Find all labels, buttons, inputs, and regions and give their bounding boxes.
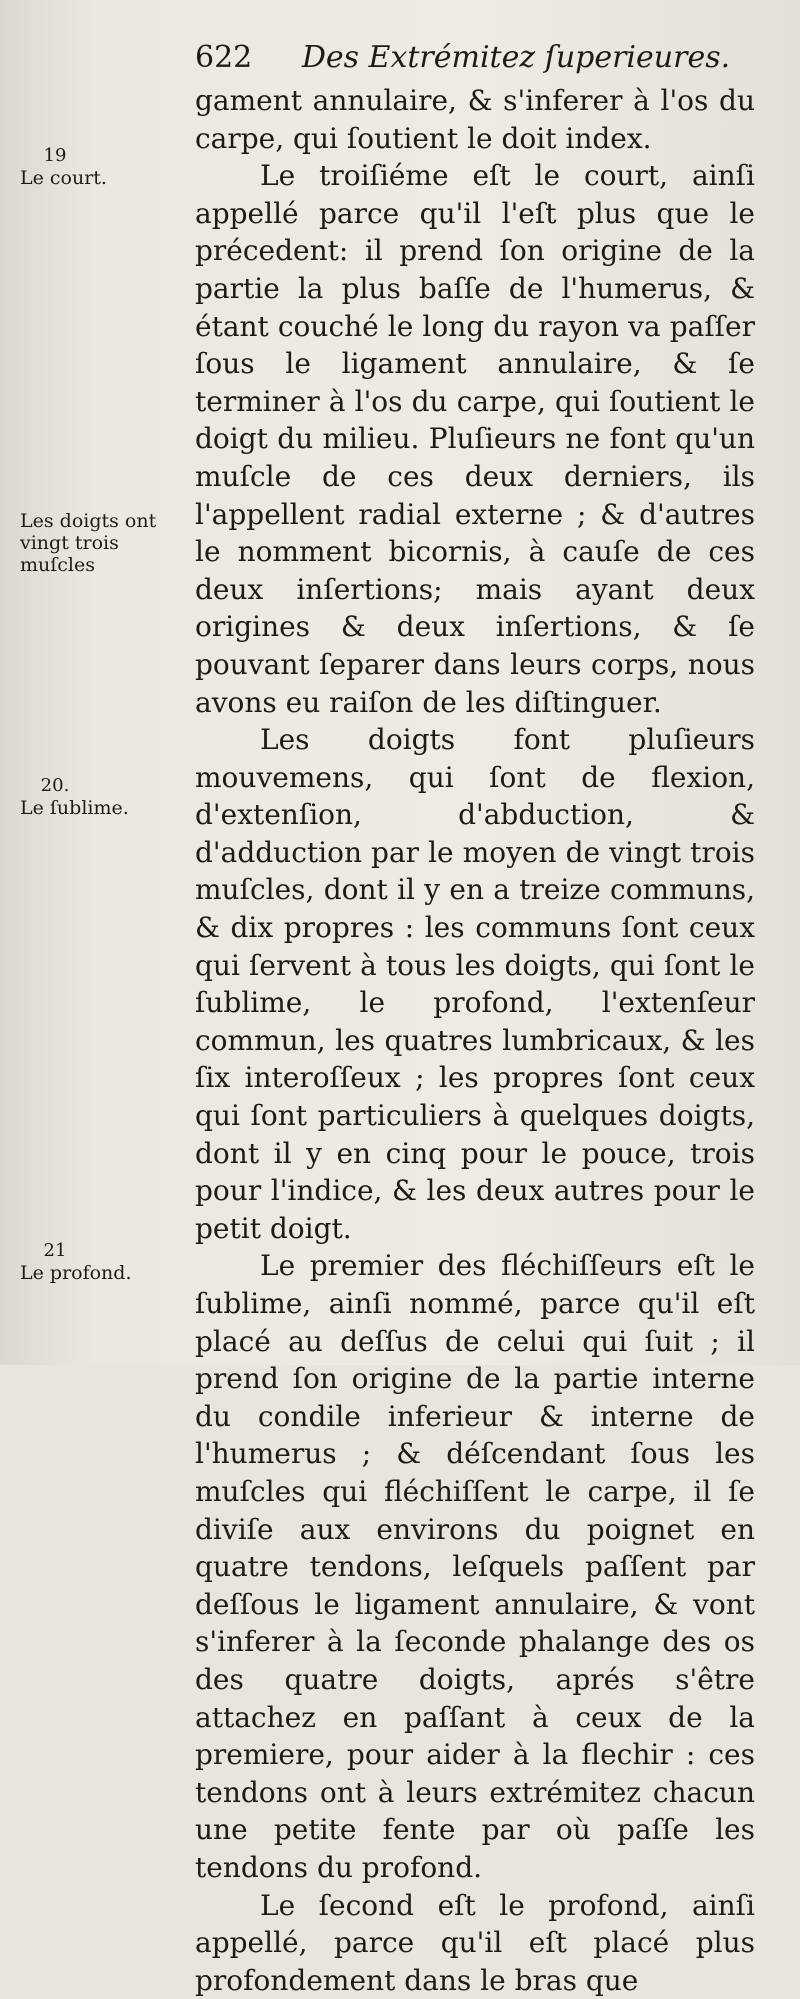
paragraph: Le troiſiéme eſt le court, ainſi appellé parce qu'il l'eſt plus que le précedent: il prend ſon origine de la partie la plus baſſe de l'humerus, & étant couché le long du rayon va paſſer ſous le ligament annulaire, & ſe terminer à l'os du carpe, qui ſoutient le doigt du milieu. Pluſieurs ne font qu'un muſcle de ces deux derniers, ils l'appellent radial externe ; & d'autres le nomment bicornis, à cauſe de ces deux inſertions; mais ayant deux origines & deux inſertions, & ſe pouvant ſeparer dans leurs corps, nous avons eu raiſon de les diſtinguer. [195, 157, 755, 721]
margin-note-label: Le ſublime. [20, 797, 185, 819]
margin-note-court [20, 145, 185, 189]
margin-note-number: 21 [20, 1240, 90, 1262]
margin-note-label: Les doigts ont vingt trois muſcles [20, 510, 170, 576]
body-text [195, 82, 755, 1999]
margin-note-label: Le court. [20, 167, 185, 189]
paragraph: Le premier des fléchiſſeurs eſt le ſublime, ainſi nommé, parce qu'il eſt placé au deſſus de celui qui ſuit ; il prend ſon origine de la partie interne du condile inferieur & interne de l'humerus ; & déſcendant ſous les muſcles qui fléchiſſent le carpe, il ſe diviſe aux environs du poignet en quatre tendons, leſquels paſſent par deſſous le ligament annulaire, & vont s'inferer à la ſeconde phalange des os des quatre doigts, aprés s'être attachez en paſſant à ceux de la premiere, pour aider à la flechir : ces tendons ont à leurs extrémitez chacun une petite fente par où paſſe les tendons du profond. [195, 1247, 755, 1886]
margin-note-number: 19 [20, 145, 90, 167]
running-header [195, 40, 755, 84]
margin-note-doigts [20, 510, 170, 576]
paragraph: Les doigts font pluſieurs mouvemens, qui ſont de flexion, d'extenſion, d'abduction, & d'adduction par le moyen de vingt trois muſcles, dont il y en a treize communs, & dix propres : les communs ſont ceux qui ſervent à tous les doigts, qui ſont le ſublime, le profond, l'extenſeur commun, les quatres lumbricaux, & les ſix interoſſeux ; les propres ſont ceux qui ſont particuliers à quelques doigts, dont il y en cinq pour le pouce, trois pour l'indice, & les deux autres pour le petit doigt. [195, 721, 755, 1247]
running-title: Des Extrémitez ſuperieures. [302, 40, 730, 75]
margin-note-profond [20, 1240, 185, 1284]
paragraph: gament annulaire, & s'inferer à l'os du carpe, qui ſoutient le doit index. [195, 82, 755, 157]
margin-note-label: Le profond. [20, 1262, 185, 1284]
paragraph: Le ſecond eſt le profond, ainſi appellé, parce qu'il eſt placé plus profondement dans le bras que [195, 1887, 755, 1999]
margin-note-sublime [20, 775, 185, 819]
page-number: 622 [195, 40, 252, 75]
margin-note-number: 20. [20, 775, 90, 797]
